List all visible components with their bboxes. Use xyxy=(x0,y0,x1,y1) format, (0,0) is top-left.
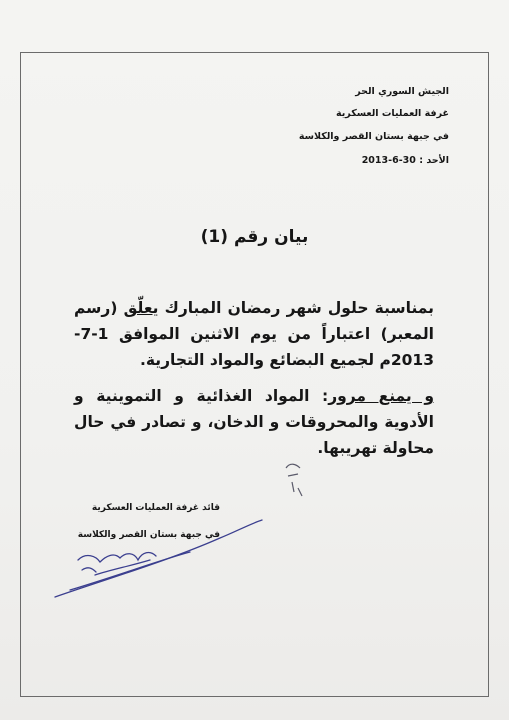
handwritten-date-mark xyxy=(286,464,302,496)
header-organization: الجيش السوري الحر xyxy=(355,86,449,97)
header-front: في جبهة بستان القصر والكلاسة xyxy=(298,131,449,142)
signature-front: في جبهة بستان القصر والكلاسة xyxy=(77,530,220,540)
signature-title: قائد غرفة العمليات العسكرية xyxy=(91,503,220,513)
p1-text-before: بمناسبة حلول شهر رمضان المبارك xyxy=(158,299,435,317)
statement-title: بيان رقم (1) xyxy=(200,227,309,247)
p2-text-after: : المواد الغذائية و التموينية و الأدوية والمحروقات و الدخان، و تصادر في حال محاولة تهريبها. xyxy=(74,387,434,457)
p2-underlined-phrase: و يمنع مرور xyxy=(328,387,434,405)
header-date: الأحد : 30-6-2013 xyxy=(361,155,449,166)
header-operations-room: غرفة العمليات العسكرية xyxy=(335,108,449,119)
signature-scribble xyxy=(55,520,262,597)
p1-underlined-word: يعلّق xyxy=(123,299,159,317)
p1-text-after: (رسم المعبر) اعتباراً من يوم الاثنين الموافق 1-7-2013م لجميع البضائع والمواد التجارية. xyxy=(74,299,434,369)
